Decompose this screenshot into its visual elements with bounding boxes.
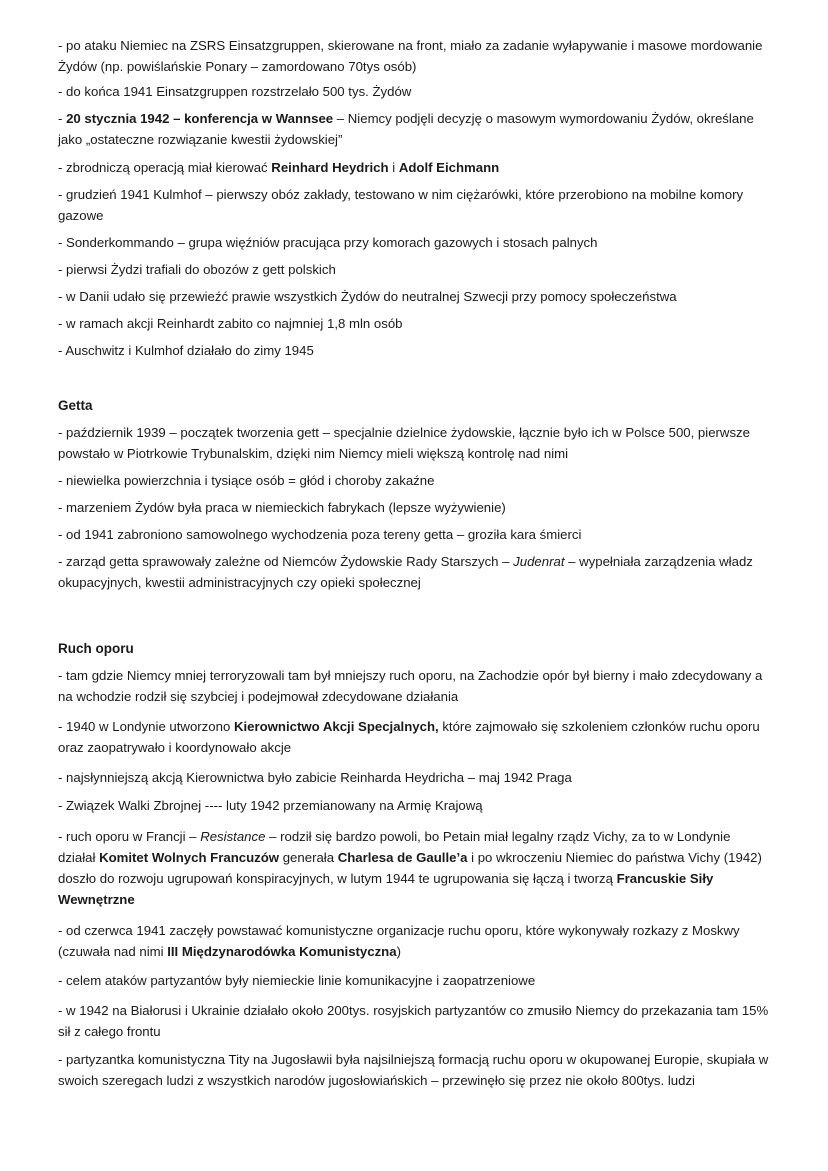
text-run: - tam gdzie Niemcy mniej terroryzowali tam był mniejszy ruch oporu, na Zachodzie opór był bierny i mało zdecydowany a na wchodzie rodził się szybciej i podejmował zdecydowane działania bbox=[58, 668, 763, 704]
text-run: - 1940 w Londynie utworzono bbox=[58, 719, 234, 734]
text-run: – Niemcy podjęli decyzję o masowym wymordowaniu Żydów, określane jako „ostateczne rozwiązanie kwestii żydowskiej” bbox=[58, 111, 754, 147]
text-run: generała bbox=[279, 850, 338, 865]
paragraph bbox=[58, 767, 770, 788]
paragraph bbox=[58, 716, 770, 758]
text-run: - Auschwitz i Kulmhof działało do zimy 1945 bbox=[58, 343, 314, 358]
text-run: - w Danii udało się przewieźć prawie wszystkich Żydów do neutralnej Szwecji przy pomocy społeczeństwa bbox=[58, 289, 677, 304]
text-run: - październik 1939 – początek tworzenia gett – specjalnie dzielnice żydowskie, łącznie było ich w Polsce 500, pierwsze powstało w Piotrkowie Trybunalskim, dzięki nim Niemcy mieli większą kontrolę nad nimi bbox=[58, 425, 750, 461]
text-run: – rodził się bardzo powoli, bo Petain miał legalny rządz Vichy, za to w Londynie działał bbox=[58, 829, 731, 865]
paragraph bbox=[58, 259, 770, 280]
paragraph bbox=[58, 970, 770, 991]
bold-text: III Międzynarodówka Komunistyczna bbox=[167, 944, 397, 959]
text-run: - w ramach akcji Reinhardt zabito co najmniej 1,8 mln osób bbox=[58, 316, 403, 331]
paragraph bbox=[58, 286, 770, 307]
paragraph bbox=[58, 665, 770, 707]
bold-text: Charlesa de Gaulle’a bbox=[337, 850, 468, 865]
italic-text: Resistance bbox=[200, 829, 266, 844]
text-run: - po ataku Niemiec na ZSRS Einsatzgruppen, skierowane na front, miało za zadanie wyłapywanie i masowe mordowanie Żydów (np. powiślańskie Ponary – zamordowano 70tys osób) bbox=[58, 38, 763, 74]
paragraph bbox=[58, 470, 770, 491]
paragraph bbox=[58, 497, 770, 518]
paragraph bbox=[58, 184, 770, 226]
text-run: i po wkroczeniu Niemiec do państwa Vichy (1942) doszło do rozwoju ugrupowań konspiracyjnych, w lutym 1944 te ugrupowania się łączą i tworzą bbox=[58, 850, 762, 886]
text-run: - bbox=[58, 111, 67, 126]
paragraph bbox=[58, 108, 770, 150]
text-run: ) bbox=[396, 944, 401, 959]
bold-text: Reinhard Heydrich bbox=[271, 160, 389, 175]
text-run: - w 1942 na Białorusi i Ukrainie działało około 200tys. rosyjskich partyzantów co zmusiło Niemcy do przekazania tam 15% sił z całego frontu bbox=[58, 1003, 769, 1039]
text-run: – wypełniała zarządzenia władz okupacyjnych, kwestii administracyjnych czy opieki społecznej bbox=[58, 554, 753, 590]
paragraph bbox=[58, 81, 770, 102]
paragraph bbox=[58, 524, 770, 545]
bold-text: 20 stycznia 1942 – konferencja w Wannsee bbox=[66, 111, 334, 126]
paragraph bbox=[58, 1000, 770, 1042]
paragraph bbox=[58, 157, 770, 178]
bold-text: Komitet Wolnych Francuzów bbox=[99, 850, 280, 865]
text-run: - pierwsi Żydzi trafiali do obozów z gett polskich bbox=[58, 262, 336, 277]
text-run: - ruch oporu w Francji – bbox=[58, 829, 201, 844]
text-run: - Związek Walki Zbrojnej ---- luty 1942 przemianowany na Armię Krajową bbox=[58, 798, 483, 813]
text-run: - od 1941 zabroniono samowolnego wychodzenia poza tereny getta – groziła kara śmierci bbox=[58, 527, 582, 542]
text-run: - do końca 1941 Einsatzgruppen rozstrzelało 500 tys. Żydów bbox=[58, 84, 412, 99]
paragraph bbox=[58, 313, 770, 334]
text-run: - celem ataków partyzantów były niemieckie linie komunikacyjne i zaopatrzeniowe bbox=[58, 973, 536, 988]
paragraph bbox=[58, 920, 770, 962]
section-heading-getta: Getta bbox=[58, 398, 93, 413]
text-run: i bbox=[388, 160, 399, 175]
bold-text: Adolf Eichmann bbox=[398, 160, 500, 175]
paragraph bbox=[58, 232, 770, 253]
italic-text: Judenrat bbox=[513, 554, 565, 569]
paragraph bbox=[58, 551, 770, 593]
text-run: - grudzień 1941 Kulmhof – pierwszy obóz zakłady, testowano w nim ciężarówki, które przerobiono na mobilne komory gazowe bbox=[58, 187, 744, 223]
text-run: - Sonderkommando – grupa więźniów pracująca przy komorach gazowych i stosach palnych bbox=[58, 235, 598, 250]
bold-text: Kierownictwo Akcji Specjalnych, bbox=[233, 719, 439, 734]
text-run: - zarząd getta sprawowały zależne od Niemców Żydowskie Rady Starszych – bbox=[58, 554, 514, 569]
section-heading-ruch-oporu: Ruch oporu bbox=[58, 641, 134, 656]
paragraph bbox=[58, 340, 770, 361]
text-run: - od czerwca 1941 zaczęły powstawać komunistyczne organizacje ruchu oporu, które wykonywały rozkazy z Moskwy (czuwała nad nimi bbox=[58, 923, 740, 959]
bold-text: Francuskie Siły Wewnętrzne bbox=[58, 871, 714, 907]
paragraph bbox=[58, 826, 770, 910]
text-run: - marzeniem Żydów była praca w niemieckich fabrykach (lepsze wyżywienie) bbox=[58, 500, 506, 515]
paragraph bbox=[58, 795, 770, 816]
paragraph bbox=[58, 35, 770, 77]
text-run: - niewielka powierzchnia i tysiące osób = głód i choroby zakaźne bbox=[58, 473, 435, 488]
text-run: - najsłynniejszą akcją Kierownictwa było zabicie Reinharda Heydricha – maj 1942 Praga bbox=[58, 770, 572, 785]
text-run: - partyzantka komunistyczna Tity na Jugosławii była najsilniejszą formacją ruchu oporu w okupowanej Europie, skupiała w swoich szeregach ludzi z wszystkich narodów jugosłowiańskich – przewinęło się przez nie około 800tys. ludzi bbox=[58, 1052, 769, 1088]
text-run: - zbrodniczą operacją miał kierować bbox=[58, 160, 272, 175]
paragraph bbox=[58, 1049, 770, 1091]
text-run: które zajmowało się szkoleniem członków ruchu oporu oraz zaopatrywało i koordynowało akcje bbox=[58, 719, 760, 755]
paragraph bbox=[58, 422, 770, 464]
